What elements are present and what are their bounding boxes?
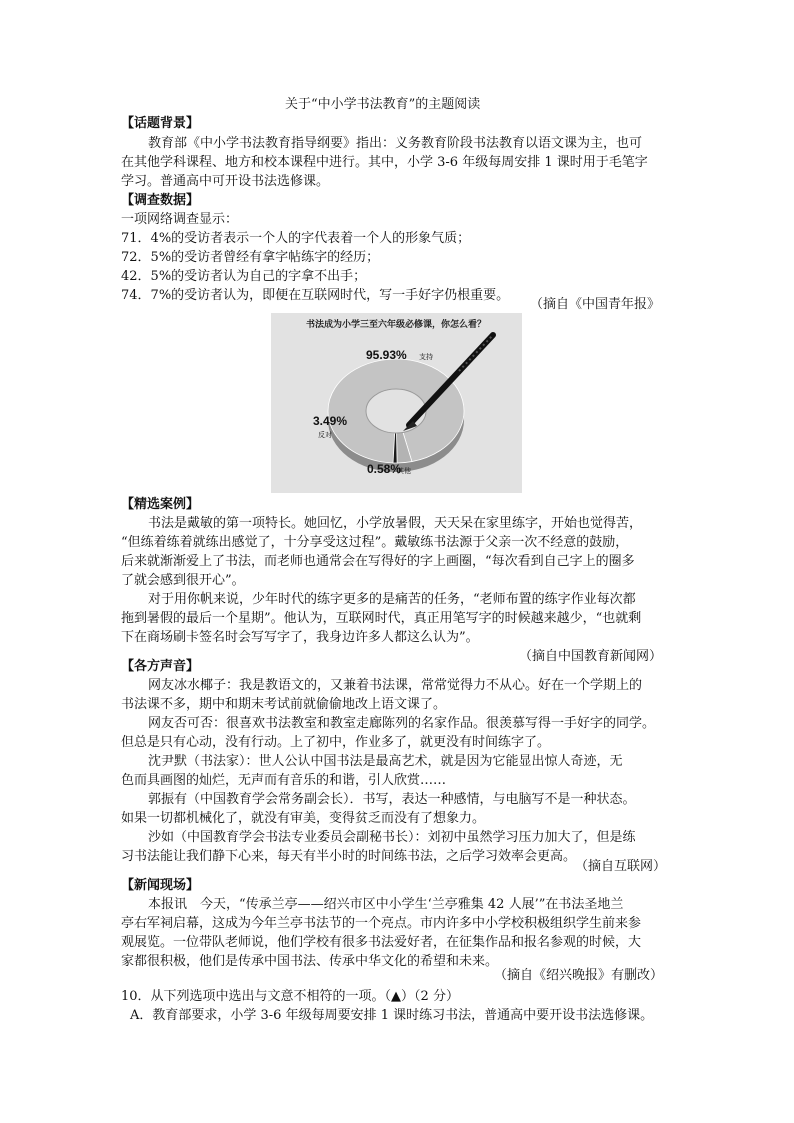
question-option-a: A．教育部要求，小学 3-6 年级每周要安排 1 课时练习书法，普通高中要开设书法选修课。 <box>130 1008 654 1023</box>
paragraph-line: 学习。普通高中可开设书法选修课。 <box>121 174 330 189</box>
paragraph-line: 如果一切都机械化了，就没有审美，变得贫乏而没有了想象力。 <box>121 811 486 826</box>
paragraph-line: 家都很积极，他们是传承中国书法、传承中华文化的希望和未来。 <box>121 954 499 969</box>
section-heading-cases: 【精选案例】 <box>121 497 200 512</box>
source-citation: （摘自《绍兴晚报》有删改） <box>494 968 664 983</box>
paragraph-line: 色而具画图的灿烂，无声而有音乐的和谐，引人欣赏…… <box>121 773 447 788</box>
label-other: 其他 <box>397 468 411 475</box>
paragraph-line: 观展览。一位带队老师说，他们学校有很多书法爱好者，在征集作品和报名参观的时候，大 <box>121 935 642 950</box>
survey-donut-chart <box>271 313 522 493</box>
label-support-value: 95.93% <box>366 348 407 362</box>
section-heading-news: 【新闻现场】 <box>121 878 200 893</box>
source-citation: （摘自《中国青年报》 <box>530 297 661 312</box>
paragraph-line: “但练着练着就练出感觉了，十分享受这过程”。戴敏练书法源于父亲一次不经意的鼓励， <box>121 535 629 550</box>
question-stem: 10．从下列选项中选出与文意不相符的一项。（▲）（2 分） <box>121 989 459 1004</box>
paragraph-line: 沈尹默（书法家）：世人公认中国书法是最高艺术，就是因为它能显出惊人奇迹，无 <box>148 754 623 769</box>
paragraph-line: 书法课不多，期中和期末考试前就偷偷地改上语文课了。 <box>121 697 447 712</box>
label-other-value: 0.58% <box>367 462 402 476</box>
paragraph-line: 对于用你帆来说，少年时代的练字更多的是痛苦的任务，“老师布置的练字作业每次都 <box>148 592 636 607</box>
survey-item: 71．4%的受访者表示一个人的字代表着一个人的形象气质； <box>121 231 471 246</box>
survey-item: 42．5%的受访者认为自己的字拿不出手； <box>121 269 367 284</box>
paragraph-line: 亭右军祠启幕，这成为今年兰亭书法节的一个亮点。市内许多中小学校积极组织学生前来参 <box>121 916 642 931</box>
section-heading-voices: 【各方声音】 <box>121 659 200 674</box>
label-support: 支持 <box>419 354 433 361</box>
section-heading-survey: 【调查数据】 <box>121 193 200 208</box>
survey-item: 72．5%的受访者曾经有拿字帖练字的经历； <box>121 250 380 265</box>
label-oppose-value: 3.49% <box>313 414 348 428</box>
paragraph-line: 习书法能让我们静下心来，每天有半小时的时间练书法，之后学习效率会更高。 <box>121 849 577 864</box>
paragraph-line: 郭振有（中国教育学会常务副会长）．书写，表达一种感情，与电脑写不是一种状态。 <box>148 792 636 807</box>
survey-item: 74．7%的受访者认为，即便在互联网时代，写一手好字仍根重要。 <box>121 288 510 303</box>
paragraph-line: 本报讯 今天，“传承兰亭——绍兴市区中小学生‘兰亭雅集 42 人展’”在书法圣地兰 <box>148 897 624 912</box>
paragraph-line: 在其他学科课程、地方和校本课程中进行。其中，小学 3-6 年级每周安排 1 课时用于毛笔字 <box>121 155 648 170</box>
survey-intro: 一项网络调查显示： <box>121 212 239 227</box>
donut-chart-svg <box>271 313 522 493</box>
paragraph-line: 网友否可否：很喜欢书法教室和教室走廊陈列的名家作品。很羡慕写得一手好字的同学。 <box>148 716 656 731</box>
paragraph-line: 下在商场刷卡签名时会写写字了，我身边许多人都这么认为”。 <box>121 630 479 645</box>
paragraph-line: 教育部《中小学书法教育指导纲要》指出：义务教育阶段书法教育以语文课为主，也可 <box>148 136 643 151</box>
source-citation: （摘自互联网） <box>575 859 667 874</box>
paragraph-line: 但总是只有心动，没有行动。上了初中，作业多了，就更没有时间练字了。 <box>121 735 551 750</box>
paragraph-line: 后来就渐渐爱上了书法，而老师也通常会在写得好的字上画圈，“每次看到自己字上的圈多 <box>121 554 635 569</box>
chart-title: 书法成为小学三至六年级必修课，你怎么看？ <box>305 319 487 329</box>
source-citation: （摘自中国教育新闻网） <box>519 649 663 664</box>
paragraph-line: 拖到暑假的最后一个星期”。他认为，互联网时代，真正用笔写字的时候越来越少，“也就剩 <box>121 611 642 626</box>
donut-hole <box>366 389 426 433</box>
label-oppose: 反对 <box>318 432 332 439</box>
page-title: 关于“中小学书法教育”的主题阅读 <box>285 97 481 112</box>
paragraph-line: 书法是戴敏的第一项特长。她回忆，小学放暑假，天天呆在家里练字，开始也觉得苦， <box>148 516 643 531</box>
paragraph-line: 了就会感到很开心”。 <box>121 573 245 588</box>
paragraph-line: 沙如（中国教育学会书法专业委员会副秘书长）：刘初中虽然学习压力加大了，但是练 <box>148 830 636 845</box>
paragraph-line: 网友冰水椰子：我是教语文的，又兼着书法课，常常觉得力不从心。好在一个学期上的 <box>148 678 643 693</box>
section-heading-background: 【话题背景】 <box>121 116 200 131</box>
